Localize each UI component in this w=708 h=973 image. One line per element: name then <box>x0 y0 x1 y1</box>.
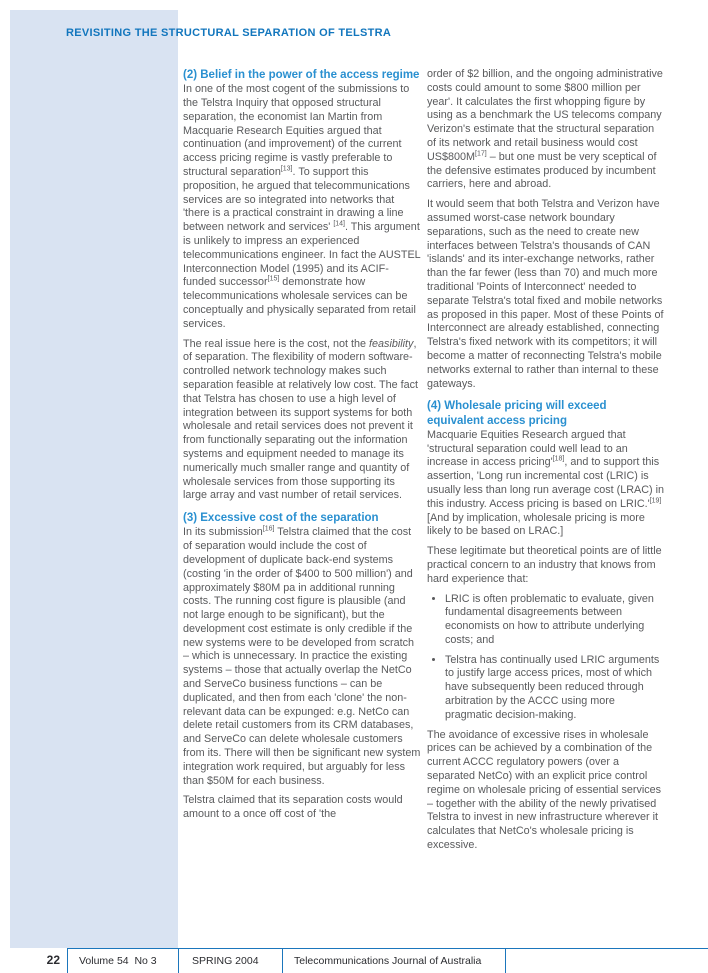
article-body <box>183 68 665 859</box>
paragraph-left-1: In one of the most cogent of the submissions to the Telstra Inquiry that opposed structural separation, the economist Ian Martin from Macquarie Research Equities argued that continuation (and improvement) of the current access pricing regime is vastly preferable to structural separation[13]. To support this proposition, he argued that telecommunications services are so integrated into networks that 'there is a practical constraint in drawing a line between network and services' [14]. This argument is unlikely to impress an experienced telecommunications engineer. In fact the AUSTEL Interconnection Model (1995) and its ACIF-funded successor[15] demonstrate how telecommunications wholesale services can be conceptually and physically separated from retail services. <box>183 83 421 330</box>
left-column <box>183 68 421 859</box>
paragraph-right-5: The avoidance of excessive rises in wholesale prices can be achieved by a combination of the current ACCC regulatory powers (over a separated NetCo) with an explicit price control regime on wholesale pricing of essential services – together with the ability of the newly privatised Telstra to invest in new infrastructure wherever it calculates that NetCo's wholesale pricing is excessive. <box>427 728 662 852</box>
paragraph-left-3: In its submission[16] Telstra claimed that the cost of separation would include the cost of development of duplicate back-end systems (costing 'in the order of $400 to 500 million') and approximately $80M pa in additional running costs. The running cost figure is plausible (and not large enough to be significant), but the development cost estimate is only credible if the new systems were to be developed from scratch – which is unnecessary. In practice the existing systems – those that actually overlap the NetCo and ServeCo business functions – can be duplicated, and then from each 'clone' the non-relevant data can be expunged: e.g. NetCo can delete retail customers from its CRM databases, and ServeCo can delete wholesale customers from its. There will then be significant new system integration work required, but arguably for less than $50M for each business. <box>183 525 421 787</box>
paragraph-left-4: Telstra claimed that its separation costs would amount to a once off cost of 'the <box>183 794 403 821</box>
sidebar-accent-block <box>10 10 178 948</box>
paragraph-right-3: Macquarie Equities Research argued that 'structural separation could well lead to an increase in access pricing'[18], and to support this assertion, 'Long run incremental cost (LRIC) is usually less than long run average cost (LRAC) in this industry. Access pricing is based on LRIC.'[19] [And by implication, wholesale pricing is more likely to be based on LRAC.] <box>427 428 665 538</box>
bullet-item-lric: • LRIC is often problematic to evaluate, given fundamental disagreements between economists on how to attribute underlying costs; and <box>445 593 665 648</box>
bullet-item-telstra: • Telstra has continually used LRIC arguments to justify large access prices, most of which have subsequently been reduced through arbitration by the ACCC using more pragmatic decision-making. <box>445 654 665 723</box>
paragraph-right-2: It would seem that both Telstra and Verizon have assumed worst-case network boundary separations, such as the need to create new interfaces between Telstra's thousands of CAN 'islands' and its inter-exchange networks, rather than the far fewer (less than 70) and much more traditional 'Points of Interconnect' needed to separate Telstra's total fixed and mobile networks as proposed in this paper. Most of these Points of Interconnect are already established, connecting Telstra's fixed network with its competitors; it will become a matter of reconnecting Telstra's mobile networks external to rather than internal to these gateways. <box>427 198 664 390</box>
footer-divider <box>505 948 506 973</box>
footer-divider <box>178 948 179 973</box>
page-number: 22 <box>46 953 60 967</box>
footer-season: SPRING 2004 <box>192 955 259 967</box>
footer-divider <box>67 948 68 973</box>
footer-divider <box>282 948 283 973</box>
section-heading-4: (4) Wholesale pricing will exceed equivalent access pricing <box>427 400 607 427</box>
right-column <box>427 68 665 859</box>
paragraph-right-1: order of $2 billion, and the ongoing administrative costs could amount to some $800 million per year'. It calculates the first whopping figure by using as a benchmark the US telecoms company Verizon's estimate that the structural separation of its network and retail business would cost US$800M[17] – but one must be very sceptical of the defensive estimates produced by incumbent carriers, here and abroad. <box>427 68 663 191</box>
paragraph-left-2: The real issue here is the cost, not the feasibility, of separation. The flexibility of modern software-controlled network technology makes such separation feasible at relatively low cost. The fact that Telstra has chosen to use a high level of integration between its support systems for both wholesale and retail services does not prevent it from functionally separating out the information systems and equipment needed to manage its numerically much smaller range and quantity of wholesale services from those supporting its large array and vast number of retail services. <box>183 337 419 502</box>
footer-journal: Telecommunications Journal of Australia <box>294 955 482 967</box>
running-head: REVISITING THE STRUCTURAL SEPARATION OF TELSTRA <box>66 27 392 39</box>
section-heading-2: (2) Belief in the power of the access regime <box>183 69 420 81</box>
paragraph-right-4: These legitimate but theoretical points are of little practical concern to an industry that knows from hard experience that: <box>427 545 662 585</box>
footer-rule <box>67 948 708 949</box>
bullet-list <box>427 593 665 723</box>
section-heading-3: (3) Excessive cost of the separation <box>183 512 379 525</box>
footer-volume: Volume 54 No 3 <box>79 955 157 967</box>
